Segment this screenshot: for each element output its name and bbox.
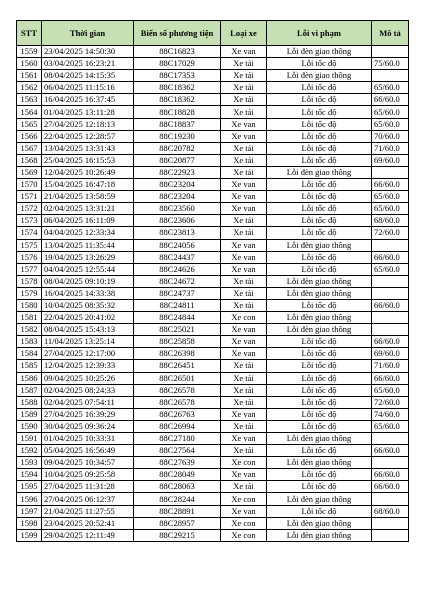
cell-time: 12/04/2025 12:39:33 bbox=[42, 360, 134, 372]
cell-vehicle-type: Xe con bbox=[221, 457, 267, 469]
cell-description bbox=[372, 70, 409, 82]
cell-description: 66/60.0 bbox=[372, 336, 409, 348]
table-row bbox=[17, 493, 409, 505]
cell-time: 27/04/2025 16:39:29 bbox=[42, 408, 134, 420]
cell-time: 01/04/2025 10:33:31 bbox=[42, 433, 134, 445]
table-row bbox=[17, 408, 409, 420]
cell-vehicle-type: Xe tải bbox=[221, 384, 267, 396]
cell-stt: 1589 bbox=[17, 408, 42, 420]
table-row bbox=[17, 360, 409, 372]
cell-plate: 88C17353 bbox=[134, 70, 221, 82]
cell-plate: 88C24811 bbox=[134, 299, 221, 311]
table-row bbox=[17, 312, 409, 324]
cell-stt: 1573 bbox=[17, 215, 42, 227]
cell-stt: 1593 bbox=[17, 457, 42, 469]
cell-stt: 1559 bbox=[17, 46, 42, 58]
header-violation: Lỗi vi phạm bbox=[267, 21, 372, 46]
cell-violation: Lỗi tốc độ bbox=[267, 94, 372, 106]
cell-description bbox=[372, 46, 409, 58]
cell-time: 08/04/2025 15:43:13 bbox=[42, 324, 134, 336]
cell-stt: 1586 bbox=[17, 372, 42, 384]
table-row bbox=[17, 287, 409, 299]
cell-time: 11/04/2025 13:25:14 bbox=[42, 336, 134, 348]
table-row bbox=[17, 94, 409, 106]
cell-time: 16/04/2025 14:33:38 bbox=[42, 287, 134, 299]
cell-time: 03/04/2025 16:23:21 bbox=[42, 58, 134, 70]
cell-violation: Lỗi đèn giao thông bbox=[267, 457, 372, 469]
table-row bbox=[17, 142, 409, 154]
cell-time: 13/04/2025 13:31:43 bbox=[42, 142, 134, 154]
cell-vehicle-type: Xe van bbox=[221, 263, 267, 275]
cell-vehicle-type: Xe tải bbox=[221, 154, 267, 166]
table-row bbox=[17, 130, 409, 142]
cell-time: 15/04/2025 16:47:18 bbox=[42, 179, 134, 191]
cell-time: 25/04/2025 16:15:53 bbox=[42, 154, 134, 166]
cell-description: 65/60.0 bbox=[372, 82, 409, 94]
cell-stt: 1598 bbox=[17, 517, 42, 529]
violations-table-container bbox=[16, 20, 409, 542]
cell-stt: 1583 bbox=[17, 336, 42, 348]
cell-stt: 1599 bbox=[17, 529, 42, 541]
cell-plate: 88C28063 bbox=[134, 481, 221, 493]
cell-violation: Lỗi tốc độ bbox=[267, 82, 372, 94]
cell-description: 72/60.0 bbox=[372, 227, 409, 239]
cell-stt: 1584 bbox=[17, 348, 42, 360]
cell-stt: 1563 bbox=[17, 94, 42, 106]
cell-violation: Lỗi tốc độ bbox=[267, 336, 372, 348]
table-row bbox=[17, 58, 409, 70]
table-row bbox=[17, 529, 409, 541]
cell-violation: Lỗi đèn giao thông bbox=[267, 517, 372, 529]
cell-time: 16/04/2025 16:37:45 bbox=[42, 94, 134, 106]
cell-violation: Lỗi tốc độ bbox=[267, 263, 372, 275]
table-row bbox=[17, 433, 409, 445]
cell-time: 06/04/2025 16:11:09 bbox=[42, 215, 134, 227]
table-row bbox=[17, 457, 409, 469]
table-row bbox=[17, 372, 409, 384]
cell-vehicle-type: Xe van bbox=[221, 505, 267, 517]
cell-time: 02/04/2025 08:24:33 bbox=[42, 384, 134, 396]
cell-violation: Lỗi đèn giao thông bbox=[267, 166, 372, 178]
table-row bbox=[17, 251, 409, 263]
cell-vehicle-type: Xe tải bbox=[221, 299, 267, 311]
cell-description bbox=[372, 166, 409, 178]
cell-vehicle-type: Xe van bbox=[221, 239, 267, 251]
cell-description: 71/60.0 bbox=[372, 360, 409, 372]
cell-violation: Lỗi tốc độ bbox=[267, 348, 372, 360]
cell-plate: 88C20877 bbox=[134, 154, 221, 166]
cell-stt: 1597 bbox=[17, 505, 42, 517]
cell-stt: 1577 bbox=[17, 263, 42, 275]
cell-plate: 88C28244 bbox=[134, 493, 221, 505]
cell-vehicle-type: Xe tải bbox=[221, 275, 267, 287]
table-row bbox=[17, 82, 409, 94]
cell-vehicle-type: Xe tải bbox=[221, 481, 267, 493]
table-row bbox=[17, 215, 409, 227]
table-row bbox=[17, 166, 409, 178]
cell-description: 72/60.0 bbox=[372, 396, 409, 408]
cell-time: 27/04/2025 12:17:00 bbox=[42, 348, 134, 360]
cell-stt: 1567 bbox=[17, 142, 42, 154]
cell-vehicle-type: Xe van bbox=[221, 336, 267, 348]
cell-stt: 1568 bbox=[17, 154, 42, 166]
cell-stt: 1581 bbox=[17, 312, 42, 324]
cell-time: 19/04/2025 13:26:29 bbox=[42, 251, 134, 263]
cell-stt: 1580 bbox=[17, 299, 42, 311]
cell-vehicle-type: Xe tải bbox=[221, 94, 267, 106]
cell-time: 13/04/2025 11:35:44 bbox=[42, 239, 134, 251]
cell-time: 10/04/2025 08:35:32 bbox=[42, 299, 134, 311]
cell-time: 22/04/2025 20:41:02 bbox=[42, 312, 134, 324]
cell-vehicle-type: Xe tải bbox=[221, 396, 267, 408]
table-row bbox=[17, 275, 409, 287]
cell-description: 66/60.0 bbox=[372, 469, 409, 481]
cell-violation: Lỗi đèn giao thông bbox=[267, 239, 372, 251]
cell-plate: 88C23813 bbox=[134, 227, 221, 239]
cell-vehicle-type: Xe van bbox=[221, 469, 267, 481]
cell-plate: 88C17029 bbox=[134, 58, 221, 70]
table-row bbox=[17, 191, 409, 203]
cell-plate: 88C18828 bbox=[134, 106, 221, 118]
cell-violation: Lỗi tốc độ bbox=[267, 154, 372, 166]
cell-time: 01/04/2025 13:11:28 bbox=[42, 106, 134, 118]
table-row bbox=[17, 118, 409, 130]
cell-violation: Lỗi tốc độ bbox=[267, 481, 372, 493]
cell-vehicle-type: Xe van bbox=[221, 46, 267, 58]
cell-description: 65/60.0 bbox=[372, 384, 409, 396]
header-description: Mô tả bbox=[372, 21, 409, 46]
cell-plate: 88C29215 bbox=[134, 529, 221, 541]
table-row bbox=[17, 239, 409, 251]
cell-description bbox=[372, 457, 409, 469]
table-row bbox=[17, 348, 409, 360]
cell-violation: Lỗi tốc độ bbox=[267, 360, 372, 372]
cell-description bbox=[372, 324, 409, 336]
cell-violation: Lỗi tốc độ bbox=[267, 179, 372, 191]
cell-violation: Lỗi tốc độ bbox=[267, 384, 372, 396]
cell-stt: 1587 bbox=[17, 384, 42, 396]
cell-vehicle-type: Xe tải bbox=[221, 215, 267, 227]
cell-stt: 1576 bbox=[17, 251, 42, 263]
cell-plate: 88C18362 bbox=[134, 82, 221, 94]
cell-plate: 88C19230 bbox=[134, 130, 221, 142]
table-header bbox=[17, 21, 409, 46]
table-row bbox=[17, 203, 409, 215]
table-row bbox=[17, 106, 409, 118]
cell-description bbox=[372, 312, 409, 324]
table-row bbox=[17, 420, 409, 432]
cell-description: 65/60.0 bbox=[372, 191, 409, 203]
cell-violation: Lỗi đèn giao thông bbox=[267, 275, 372, 287]
cell-description: 68/60.0 bbox=[372, 215, 409, 227]
cell-violation: Lỗi đèn giao thông bbox=[267, 312, 372, 324]
cell-stt: 1592 bbox=[17, 445, 42, 457]
cell-stt: 1579 bbox=[17, 287, 42, 299]
cell-vehicle-type: Xe van bbox=[221, 348, 267, 360]
cell-violation: Lỗi đèn giao thông bbox=[267, 493, 372, 505]
cell-time: 05/04/2025 16:56:49 bbox=[42, 445, 134, 457]
cell-plate: 88C24844 bbox=[134, 312, 221, 324]
cell-vehicle-type: Xe tải bbox=[221, 82, 267, 94]
header-time: Thời gian bbox=[42, 21, 134, 46]
cell-violation: Lỗi tốc độ bbox=[267, 106, 372, 118]
cell-violation: Lỗi đèn giao thông bbox=[267, 287, 372, 299]
table-row bbox=[17, 481, 409, 493]
table-body bbox=[17, 46, 409, 542]
cell-plate: 88C26763 bbox=[134, 408, 221, 420]
cell-description: 65/60.0 bbox=[372, 420, 409, 432]
table-row bbox=[17, 517, 409, 529]
cell-violation: Lỗi tốc độ bbox=[267, 408, 372, 420]
cell-violation: Lỗi đèn giao thông bbox=[267, 324, 372, 336]
cell-plate: 88C24626 bbox=[134, 263, 221, 275]
cell-vehicle-type: Xe tải bbox=[221, 142, 267, 154]
cell-stt: 1575 bbox=[17, 239, 42, 251]
cell-description: 66/60.0 bbox=[372, 94, 409, 106]
cell-vehicle-type: Xe van bbox=[221, 179, 267, 191]
table-row bbox=[17, 505, 409, 517]
cell-description: 66/60.0 bbox=[372, 299, 409, 311]
cell-violation: Lỗi tốc độ bbox=[267, 420, 372, 432]
cell-time: 22/04/2025 12:28:57 bbox=[42, 130, 134, 142]
cell-plate: 88C28049 bbox=[134, 469, 221, 481]
cell-stt: 1578 bbox=[17, 275, 42, 287]
cell-time: 21/04/2025 11:27:55 bbox=[42, 505, 134, 517]
cell-stt: 1590 bbox=[17, 420, 42, 432]
cell-stt: 1564 bbox=[17, 106, 42, 118]
cell-stt: 1569 bbox=[17, 166, 42, 178]
cell-vehicle-type: Xe tải bbox=[221, 445, 267, 457]
cell-violation: Lỗi đèn giao thông bbox=[267, 529, 372, 541]
cell-plate: 88C26578 bbox=[134, 384, 221, 396]
cell-violation: Lỗi tốc độ bbox=[267, 396, 372, 408]
cell-stt: 1594 bbox=[17, 469, 42, 481]
cell-time: 09/04/2025 10:25:26 bbox=[42, 372, 134, 384]
cell-description: 66/60.0 bbox=[372, 179, 409, 191]
cell-vehicle-type: Xe van bbox=[221, 251, 267, 263]
table-row bbox=[17, 299, 409, 311]
cell-stt: 1596 bbox=[17, 493, 42, 505]
cell-stt: 1574 bbox=[17, 227, 42, 239]
table-row bbox=[17, 46, 409, 58]
cell-time: 30/04/2025 09:36:24 bbox=[42, 420, 134, 432]
cell-plate: 88C16823 bbox=[134, 46, 221, 58]
cell-description: 69/60.0 bbox=[372, 348, 409, 360]
cell-time: 09/04/2025 10:34:57 bbox=[42, 457, 134, 469]
cell-plate: 88C24056 bbox=[134, 239, 221, 251]
cell-time: 02/04/2025 07:54:11 bbox=[42, 396, 134, 408]
cell-plate: 88C27180 bbox=[134, 433, 221, 445]
cell-vehicle-type: Xe van bbox=[221, 324, 267, 336]
table-row bbox=[17, 263, 409, 275]
cell-description: 68/60.0 bbox=[372, 505, 409, 517]
cell-stt: 1588 bbox=[17, 396, 42, 408]
cell-vehicle-type: Xe van bbox=[221, 130, 267, 142]
cell-vehicle-type: Xe con bbox=[221, 312, 267, 324]
cell-plate: 88C23204 bbox=[134, 179, 221, 191]
cell-time: 23/04/2025 14:50:30 bbox=[42, 46, 134, 58]
cell-stt: 1591 bbox=[17, 433, 42, 445]
cell-violation: Lỗi tốc độ bbox=[267, 215, 372, 227]
cell-plate: 88C18362 bbox=[134, 94, 221, 106]
cell-plate: 88C20782 bbox=[134, 142, 221, 154]
cell-description bbox=[372, 529, 409, 541]
cell-violation: Lỗi tốc độ bbox=[267, 505, 372, 517]
cell-description: 65/60.0 bbox=[372, 263, 409, 275]
table-row bbox=[17, 336, 409, 348]
cell-description: 74/60.0 bbox=[372, 408, 409, 420]
cell-vehicle-type: Xe van bbox=[221, 203, 267, 215]
cell-violation: Lỗi đèn giao thông bbox=[267, 70, 372, 82]
cell-violation: Lỗi tốc độ bbox=[267, 130, 372, 142]
cell-description: 66/60.0 bbox=[372, 251, 409, 263]
cell-time: 08/04/2025 09:10:19 bbox=[42, 275, 134, 287]
cell-stt: 1570 bbox=[17, 179, 42, 191]
cell-stt: 1560 bbox=[17, 58, 42, 70]
cell-time: 04/04/2025 12:55:44 bbox=[42, 263, 134, 275]
cell-description bbox=[372, 275, 409, 287]
cell-time: 04/04/2025 12:33:34 bbox=[42, 227, 134, 239]
cell-vehicle-type: Xe con bbox=[221, 517, 267, 529]
cell-stt: 1566 bbox=[17, 130, 42, 142]
cell-violation: Lỗi đèn giao thông bbox=[267, 433, 372, 445]
cell-description: 71/60.0 bbox=[372, 142, 409, 154]
cell-description bbox=[372, 493, 409, 505]
cell-description: 66/60.0 bbox=[372, 372, 409, 384]
violations-table bbox=[16, 20, 409, 542]
cell-time: 29/04/2025 12:11:49 bbox=[42, 529, 134, 541]
cell-time: 27/04/2025 11:31:28 bbox=[42, 481, 134, 493]
cell-description bbox=[372, 239, 409, 251]
cell-plate: 88C24737 bbox=[134, 287, 221, 299]
cell-stt: 1585 bbox=[17, 360, 42, 372]
cell-plate: 88C24672 bbox=[134, 275, 221, 287]
cell-vehicle-type: Xe con bbox=[221, 493, 267, 505]
cell-violation: Lỗi tốc độ bbox=[267, 469, 372, 481]
cell-plate: 88C22923 bbox=[134, 166, 221, 178]
cell-stt: 1562 bbox=[17, 82, 42, 94]
cell-violation: Lỗi tốc độ bbox=[267, 299, 372, 311]
cell-violation: Lỗi tốc độ bbox=[267, 142, 372, 154]
table-row bbox=[17, 179, 409, 191]
cell-description: 65/60.0 bbox=[372, 106, 409, 118]
cell-plate: 88C26501 bbox=[134, 372, 221, 384]
cell-time: 21/04/2025 13:58:59 bbox=[42, 191, 134, 203]
cell-description bbox=[372, 287, 409, 299]
table-row bbox=[17, 445, 409, 457]
cell-vehicle-type: Xe tải bbox=[221, 372, 267, 384]
cell-stt: 1571 bbox=[17, 191, 42, 203]
cell-vehicle-type: Xe tải bbox=[221, 227, 267, 239]
cell-violation: Lỗi tốc độ bbox=[267, 58, 372, 70]
cell-description: 66/60.0 bbox=[372, 481, 409, 493]
cell-description: 65/60.0 bbox=[372, 118, 409, 130]
cell-plate: 88C28891 bbox=[134, 505, 221, 517]
cell-time: 02/04/2025 13:31:21 bbox=[42, 203, 134, 215]
cell-violation: Lỗi đèn giao thông bbox=[267, 46, 372, 58]
table-row bbox=[17, 70, 409, 82]
cell-vehicle-type: Xe van bbox=[221, 433, 267, 445]
cell-time: 06/04/2025 11:15:16 bbox=[42, 82, 134, 94]
cell-plate: 88C26451 bbox=[134, 360, 221, 372]
cell-plate: 88C25021 bbox=[134, 324, 221, 336]
cell-time: 27/04/2025 12:18:13 bbox=[42, 118, 134, 130]
header-plate: Biển số phương tiện bbox=[134, 21, 221, 46]
table-row bbox=[17, 324, 409, 336]
cell-plate: 88C26398 bbox=[134, 348, 221, 360]
header-vehicle-type: Loại xe bbox=[221, 21, 267, 46]
cell-vehicle-type: Xe tải bbox=[221, 420, 267, 432]
table-row bbox=[17, 154, 409, 166]
cell-vehicle-type: Xe van bbox=[221, 118, 267, 130]
cell-time: 27/04/2025 06:12:37 bbox=[42, 493, 134, 505]
cell-stt: 1561 bbox=[17, 70, 42, 82]
table-row bbox=[17, 396, 409, 408]
table-row bbox=[17, 469, 409, 481]
cell-vehicle-type: Xe tải bbox=[221, 70, 267, 82]
cell-violation: Lỗi tốc độ bbox=[267, 251, 372, 263]
cell-description: 69/60.0 bbox=[372, 154, 409, 166]
cell-description bbox=[372, 517, 409, 529]
cell-time: 08/04/2025 14:15:35 bbox=[42, 70, 134, 82]
cell-violation: Lỗi tốc độ bbox=[267, 191, 372, 203]
cell-plate: 88C26578 bbox=[134, 396, 221, 408]
cell-vehicle-type: Xe con bbox=[221, 529, 267, 541]
cell-violation: Lỗi tốc độ bbox=[267, 203, 372, 215]
cell-plate: 88C23204 bbox=[134, 191, 221, 203]
cell-plate: 88C23560 bbox=[134, 203, 221, 215]
header-row bbox=[17, 21, 409, 46]
cell-plate: 88C26994 bbox=[134, 420, 221, 432]
cell-stt: 1582 bbox=[17, 324, 42, 336]
cell-description: 66/60.0 bbox=[372, 445, 409, 457]
cell-description: 65/60.0 bbox=[372, 203, 409, 215]
cell-violation: Lỗi tốc độ bbox=[267, 445, 372, 457]
header-stt: STT bbox=[17, 21, 42, 46]
cell-plate: 88C27564 bbox=[134, 445, 221, 457]
cell-description bbox=[372, 433, 409, 445]
cell-violation: Lỗi tốc độ bbox=[267, 118, 372, 130]
cell-vehicle-type: Xe tải bbox=[221, 166, 267, 178]
cell-vehicle-type: Xe van bbox=[221, 191, 267, 203]
cell-violation: Lỗi tốc độ bbox=[267, 372, 372, 384]
cell-stt: 1565 bbox=[17, 118, 42, 130]
cell-plate: 88C24437 bbox=[134, 251, 221, 263]
cell-vehicle-type: Xe tải bbox=[221, 106, 267, 118]
cell-stt: 1595 bbox=[17, 481, 42, 493]
table-row bbox=[17, 227, 409, 239]
cell-vehicle-type: Xe tải bbox=[221, 287, 267, 299]
cell-plate: 88C27639 bbox=[134, 457, 221, 469]
cell-time: 10/04/2025 09:25:58 bbox=[42, 469, 134, 481]
cell-plate: 88C23606 bbox=[134, 215, 221, 227]
cell-vehicle-type: Xe tải bbox=[221, 360, 267, 372]
cell-time: 23/04/2025 20:52:41 bbox=[42, 517, 134, 529]
cell-plate: 88C18837 bbox=[134, 118, 221, 130]
cell-description: 70/60.0 bbox=[372, 130, 409, 142]
cell-plate: 88C28957 bbox=[134, 517, 221, 529]
cell-stt: 1572 bbox=[17, 203, 42, 215]
cell-vehicle-type: Xe van bbox=[221, 408, 267, 420]
cell-time: 12/04/2025 10:26:49 bbox=[42, 166, 134, 178]
cell-description: 75/60.0 bbox=[372, 58, 409, 70]
cell-violation: Lỗi tốc độ bbox=[267, 227, 372, 239]
table-row bbox=[17, 384, 409, 396]
cell-vehicle-type: Xe tải bbox=[221, 58, 267, 70]
cell-plate: 88C25858 bbox=[134, 336, 221, 348]
